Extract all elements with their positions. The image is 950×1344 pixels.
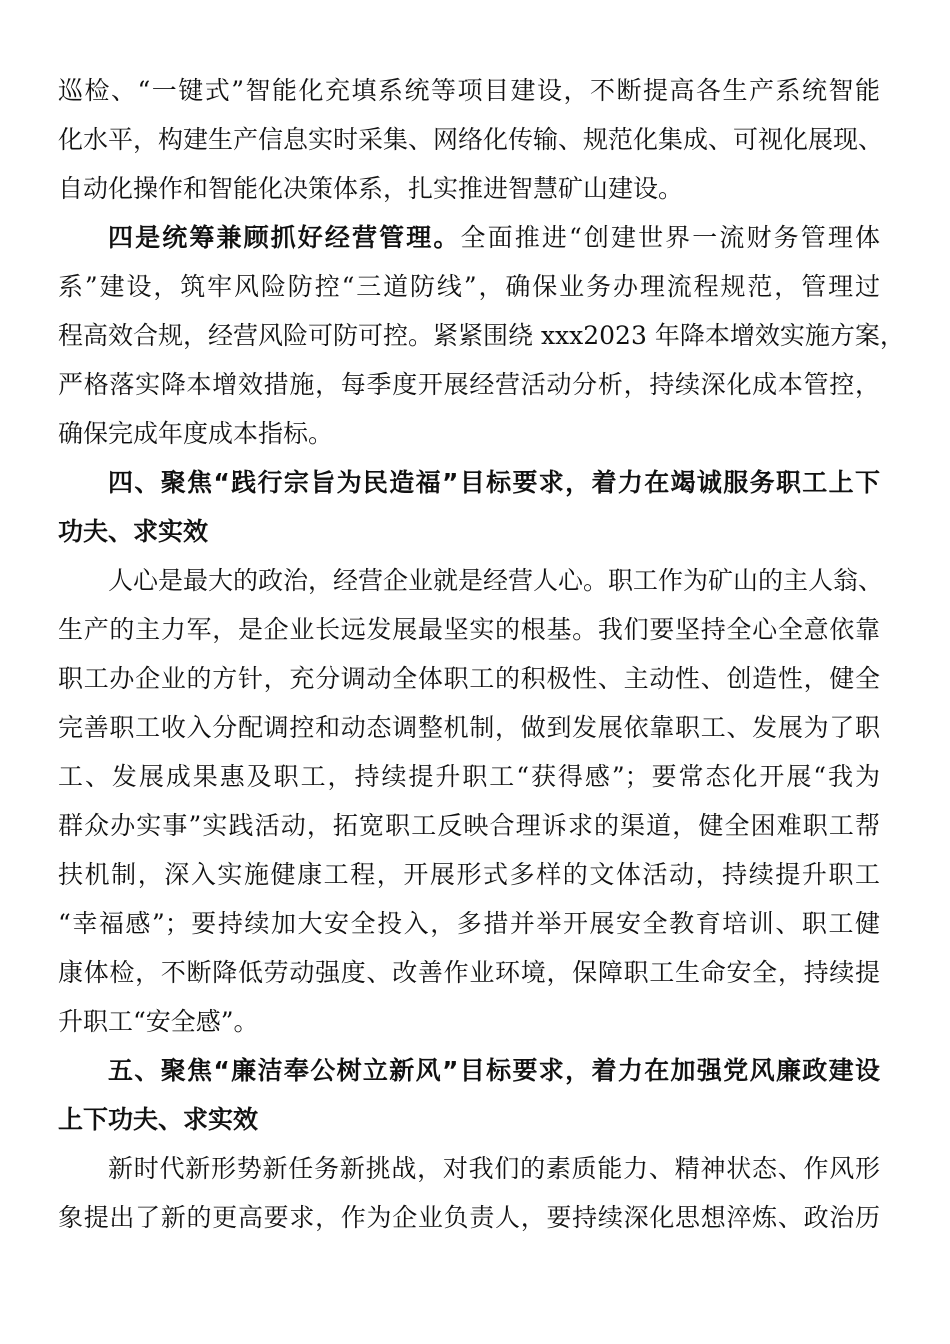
- text-line: 化水平，构建生产信息实时采集、网络化传输、规范化集成、可视化展现、: [58, 125, 884, 154]
- heading-line: 四、聚焦“践行宗旨为民造福”目标要求，着力在竭诚服务职工上下: [108, 468, 880, 497]
- heading-line: 五、聚焦“廉洁奉公树立新风”目标要求，着力在加强党风廉政建设: [108, 1056, 880, 1085]
- text-line: 升职工“安全感”。: [58, 1007, 259, 1036]
- text-span: 全面推进“创建世界一流财务管理体: [460, 223, 880, 252]
- paragraph-integrity: [58, 1144, 880, 1242]
- text-line: 象提出了新的更高要求，作为企业负责人，要持续深化思想淬炼、政治历: [58, 1203, 880, 1232]
- text-line: 职工办企业的方针，充分调动全体职工的积极性、主动性、创造性，健全: [58, 664, 880, 693]
- text-line: 扶机制，深入实施健康工程，开展形式多样的文体活动，持续提升职工: [58, 860, 880, 889]
- paragraph-smart-mine: [58, 66, 884, 213]
- text-line: 人心是最大的政治，经营企业就是经营人心。职工作为矿山的主人翁、: [108, 566, 884, 595]
- text-line: 康体检，不断降低劳动强度、改善作业环境，保障职工生命安全，持续提: [58, 958, 880, 987]
- heading-line: 上下功夫、求实效: [58, 1105, 259, 1134]
- text-line: “幸福感”；要持续加大安全投入，多措并举开展安全教育培训、职工健: [58, 909, 880, 938]
- paragraph-serve-workers: [58, 556, 884, 1046]
- text-line: 程高效合规，经营风险可防可控。紧紧围绕 xxx2023 年降本增效实施方案，: [58, 321, 905, 350]
- text-line: 巡检、“一键式”智能化充填系统等项目建设，不断提高各生产系统智能: [58, 76, 880, 105]
- paragraph-operation-management: [58, 213, 905, 458]
- text-line: 工、发展成果惠及职工，持续提升职工“获得感”；要常态化开展“我为: [58, 762, 880, 791]
- text-line: 严格落实降本增效措施，每季度开展经营活动分析，持续深化成本管控，: [58, 370, 880, 399]
- document-page: [58, 66, 905, 1242]
- section-heading-5: [58, 1046, 880, 1144]
- text-line: 自动化操作和智能化决策体系，扎实推进智慧矿山建设。: [58, 174, 684, 203]
- text-line: 群众办实事”实践活动，拓宽职工反映合理诉求的渠道，健全困难职工帮: [58, 811, 880, 840]
- text-line: 系”建设，筑牢风险防控“三道防线”，确保业务办理流程规范，管理过: [58, 272, 880, 301]
- text-line: 确保完成年度成本指标。: [58, 419, 334, 448]
- bold-lead-sentence: 四是统筹兼顾抓好经营管理。: [108, 223, 461, 252]
- text-line: [58, 213, 880, 262]
- heading-line: 功夫、求实效: [58, 517, 209, 546]
- section-heading-4: [58, 458, 880, 556]
- text-line: 生产的主力军，是企业长远发展最坚实的根基。我们要坚持全心全意依靠: [58, 615, 880, 644]
- text-line: 完善职工收入分配调控和动态调整机制，做到发展依靠职工、发展为了职: [58, 713, 880, 742]
- text-line: 新时代新形势新任务新挑战，对我们的素质能力、精神状态、作风形: [108, 1154, 880, 1183]
